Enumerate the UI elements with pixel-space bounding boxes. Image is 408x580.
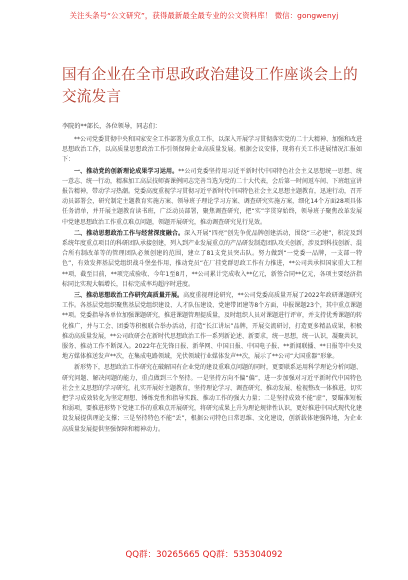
document-body (62, 135, 362, 435)
salutation: 李院的**部长，各位领导，同志们： (62, 123, 161, 130)
section-heading: 三、推动思想政治工作研究高质量开展。 (74, 292, 184, 300)
bottom-qq-banner (0, 540, 408, 568)
section-text: 高度重视理论研究，**公司党委高质量开展了2022年政研课题研究工作。各基层党组织聚焦基层党组织建设、人才队伍建设、党建带团建等8个方面，申报课题23个，其中重点课题**项。党委指导各单位加强课题研究，推进课题管理提质量，及时组织人员对课题进行评审，并支持优秀课题的转化推广，并与工会、团委等积极联合举办活动，打造“长江讲坛”品牌，开展交流研讨，打造更多精品成果，积极推动高质量发展，**公司政研会在新时代思想政治工作一系列新论述、新要求，统一思想，统一认识，凝聚共识，服务、推动工作不断深入。2022年在先锋日报、新华网、中国日报、中国电子报、**新闻联播、**日报等中央及地方媒体推送发声**次，在集成电路领域，光伏领域行业媒体发声**次，展示了**公司“大国重器”形象。 (62, 292, 363, 361)
section-text: 深入开展“四亮”创先争优品牌创建活动，围绕“三必建”，积淀及到系统年度重点项目的科研团队承接创建，列入到产业发展重点的产品研发制造团队攻关创新，涉及到科技创新、混合所有制改革等的管理团队必须创建的范围，建立了81支党员突击队。努力做到“一党委一品牌，一支部一特色”，有效发挥基层党组织战斗堡垒作用，推动党员“在厂挂党群思政工作有力推进，**公司共承担国家重大工程**项，截至目前，**项完成验收、今年1至8月，**公司累计完成收入**亿元，新签合同**亿元，各项主要经济指标同比实现大幅增长，目标完成率均超序时进度。 (62, 229, 363, 288)
section-paragraph (62, 167, 362, 228)
section-paragraph (62, 291, 362, 362)
intro-paragraph: **公司党委贯彻中央和国家安全工作部署为重点工作，以深入开展学习贯彻落实党的二十大精神、加强和改进思想政治工作，以高质量思想政治工作引领保障企业高质量发展。根据会议安排，现将有关工作进展情况汇报如下： (62, 136, 363, 164)
section-text: **公司党委坚持用习近平新时代中国特色社会主义思想统一思想、统一意志、统一行动，精准加工高层技师赛课例同志完善当选为党的二十大代表，会后第一时间返车间、下班组宣讲报告精神，带动学习热潮。党委高度重视学习贯彻习近平新时代中国特色社会主义思想主题教育，迅速行动，召开动员部署会，研究制定主题教育实施方案、领导班子理论学习方案、调查研究实施方案，细化14个方面28项具体任务清单，并开展主题教育读书班，广泛动员部署，聚焦调查研究，把“实”字贯穿始终，领导班子聚焦改革发展中党建思想政治工作重点难点问题，领题开展研究，推动调查研究见行见效。 (62, 167, 363, 226)
section-paragraph (62, 363, 362, 434)
section-heading: 二、推动思想政治工作与经营深度融合。 (74, 229, 185, 237)
section-heading: 一、推动党的创新理论成果学习运用。 (74, 167, 179, 175)
qq-group-text: QQ群：30265665 QQ群：535304092 (125, 550, 283, 560)
top-promo-text: 关注头条号“公文研究”，获得最新最全最专业的公文资料库！ 微信：gongwenyj (69, 10, 339, 20)
section-text: 新形势下，思想政治工作研究在破解国有企业党的建设重难点问题的同时，更要联系运用科学理论分析问题、研究问题、解决问题的能力，重点做到三个坚持。一是坚持方向不偏“偏”，进一步加强对习近平新时代中国特色社会主义思想的学习研究，扎实开展好主题教育，坚持理论学习、调查研究、推动发展、检视整改一体推进，切实把学习成效转化为坚定理想、锤炼党性和指导实践、推动工作的强大力量；二是坚持成效不能“虚”，要瞄准短板和弱项，要推进形势下党建工作的重难点开展研究，将研究成果上升为理论规律性认识，更好推进中国式现代化建设发展提供理论支撑；三是坚持特色不能“丢”，根据公司特色日常思维、文化建设，创新载体建强阵地，为企业高质量发展提供坚强保障和精神动力。 (62, 364, 363, 433)
document-title: 国有企业在全市思政政治建设工作座谈会上的交流发言 (62, 66, 358, 105)
top-promo-banner (0, 0, 408, 30)
section-paragraph (62, 229, 362, 290)
